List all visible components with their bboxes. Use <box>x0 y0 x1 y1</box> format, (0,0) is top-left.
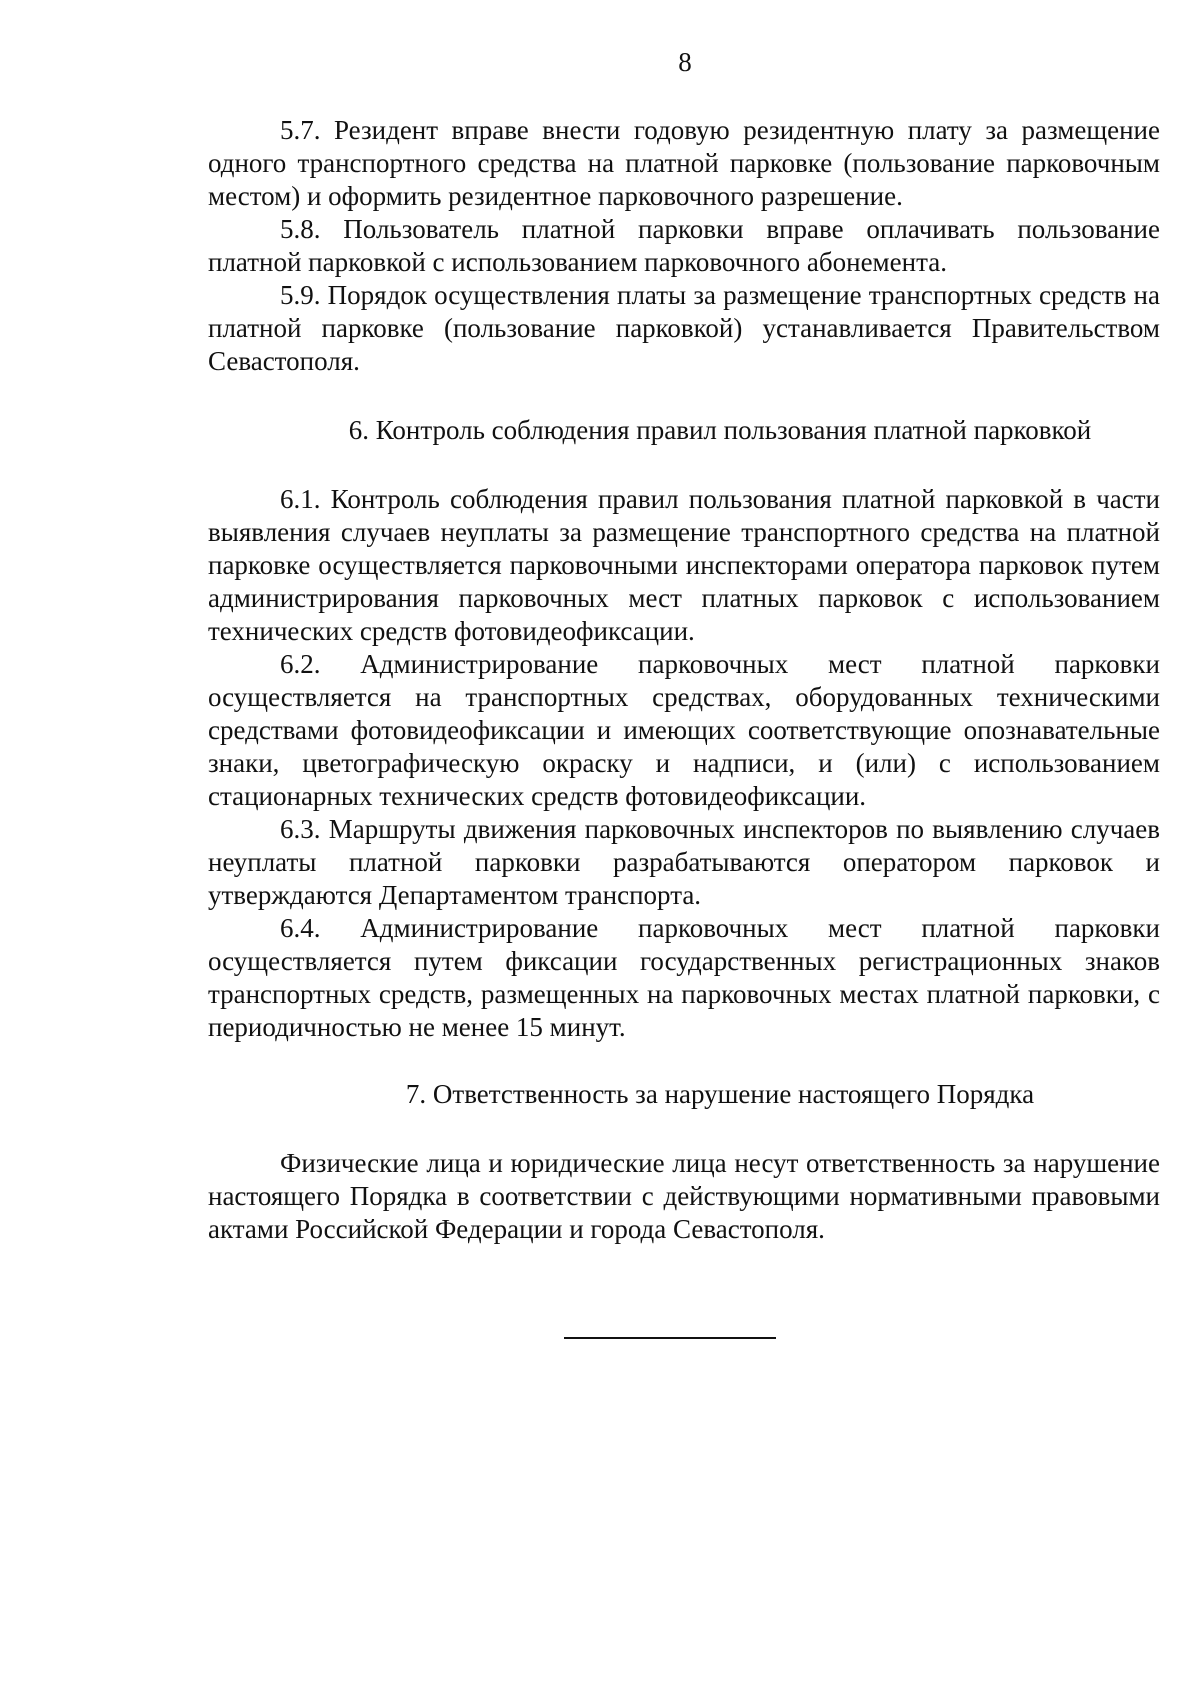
document-body <box>208 114 1160 1246</box>
section-7-heading: 7. Ответственность за нарушение настоящего Порядка <box>405 1079 1035 1109</box>
paragraph-6-3: 6.3. Маршруты движения парковочных инспекторов по выявлению случаев неуплаты платной парковки разрабатываются оператором парковок и утверждаются Департаментом транспорта. <box>208 814 1160 910</box>
paragraph-6-2: 6.2. Администрирование парковочных мест платной парковки осуществляется на транспортных средствах, оборудованных техническими средствами фотовидеофиксации и имеющих соответствующие опознавательные знаки, цветографическую окраску и надписи, и (или) с использованием стационарных технических средств фотовидеофиксации. <box>208 649 1160 811</box>
paragraph-5-7: 5.7. Резидент вправе внести годовую резидентную плату за размещение одного транспортного средства на платной парковке (пользование парковочным местом) и оформить резидентное парковочного разрешение. <box>208 115 1160 211</box>
paragraph-7: Физические лица и юридические лица несут ответственность за нарушение настоящего Порядка в соответствии с действующими нормативными правовыми актами Российской Федерации и города Севастополя. <box>208 1148 1160 1244</box>
paragraph-5-8: 5.8. Пользователь платной парковки вправе оплачивать пользование платной парковкой с использованием парковочного абонемента. <box>208 214 1160 277</box>
paragraph-6-4: 6.4. Администрирование парковочных мест платной парковки осуществляется путем фиксации государственных регистрационных знаков транспортных средств, размещенных на парковочных местах платной парковки, с периодичностью не менее 15 минут. <box>208 913 1160 1042</box>
page-number: 8 <box>678 47 692 77</box>
section-6-heading: 6. Контроль соблюдения правил пользования платной парковкой <box>348 415 1092 445</box>
paragraph-6-1: 6.1. Контроль соблюдения правил пользования платной парковкой в части выявления случаев неуплаты за размещение транспортного средства на платной парковке осуществляется парковочными инспекторами оператора парковок путем администрирования парковочных мест платных парковок с использованием технических средств фотовидеофиксации. <box>208 484 1160 646</box>
paragraph-5-9: 5.9. Порядок осуществления платы за размещение транспортных средств на платной парковке (пользование парковкой) устанавливается Правительством Севастополя. <box>208 280 1160 376</box>
end-of-document-rule <box>564 1337 776 1339</box>
